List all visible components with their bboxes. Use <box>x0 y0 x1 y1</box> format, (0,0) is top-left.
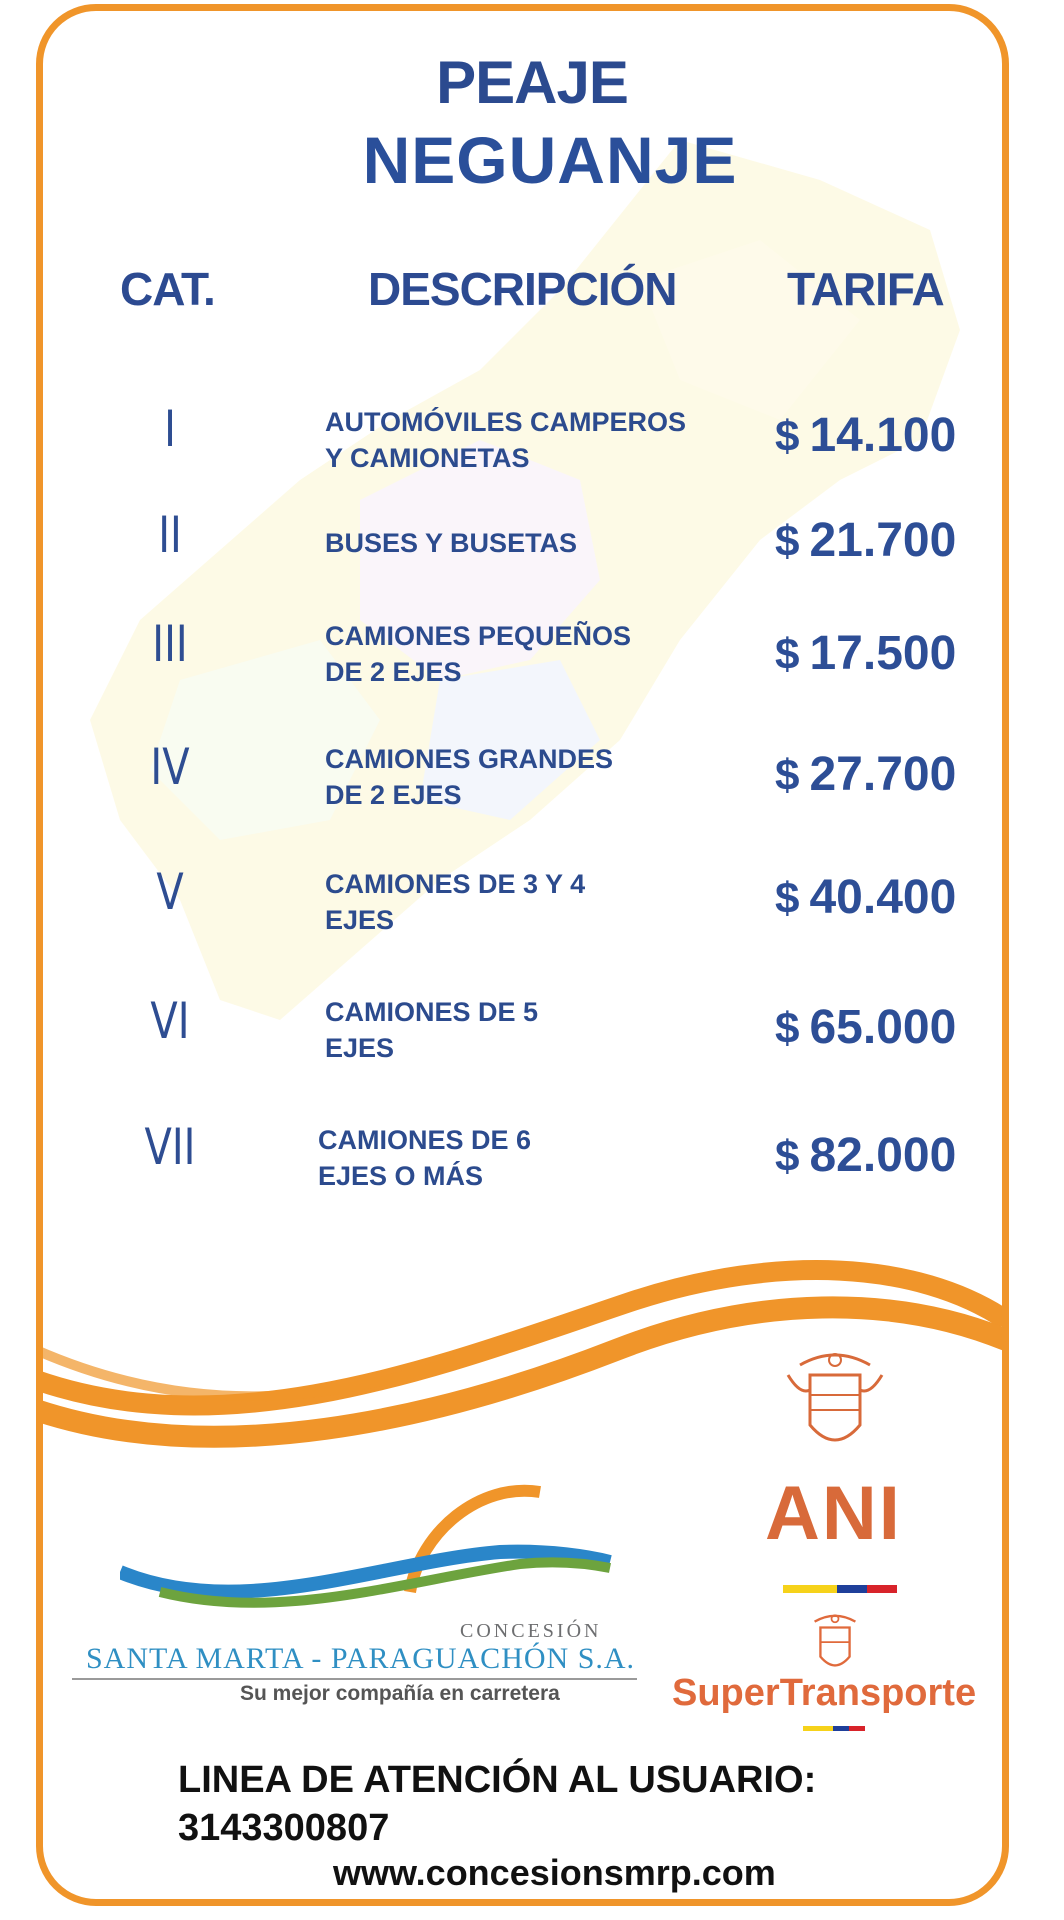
title-toll-name: NEGUANJE <box>362 123 738 197</box>
colombia-coat-of-arms-icon <box>800 1610 870 1680</box>
desc-line-1: CAMIONES PEQUEÑOS <box>325 621 632 651</box>
column-header-descripcion: DESCRIPCIÓN <box>368 263 677 315</box>
currency-symbol: $ <box>775 517 800 566</box>
table-row-desc <box>325 741 745 813</box>
concesion-slogan: Su mejor compañía en carretera <box>240 1682 560 1705</box>
table-row-cat: IV <box>150 738 190 796</box>
colombia-coat-of-arms-icon <box>780 1345 890 1465</box>
currency-symbol: $ <box>775 1132 800 1181</box>
table-row-price <box>775 870 1005 925</box>
supertransporte-logo-text: SuperTransporte <box>672 1672 977 1714</box>
desc-line-1: CAMIONES DE 5 <box>325 997 539 1027</box>
table-row-cat: I <box>164 400 176 458</box>
currency-symbol: $ <box>775 412 800 461</box>
desc-line-2: Y CAMIONETAS <box>325 443 530 473</box>
contact-phone[interactable]: 3143300807 <box>178 1807 390 1849</box>
desc-line-2: DE 2 EJES <box>325 657 462 687</box>
table-row-price <box>775 408 1005 463</box>
price-value: 40.400 <box>809 871 957 924</box>
currency-symbol: $ <box>775 751 800 800</box>
table-row-price <box>775 747 1005 802</box>
title-peaje: PEAJE <box>436 49 628 116</box>
table-row-cat: V <box>156 863 184 921</box>
table-row-cat: III <box>152 615 188 673</box>
price-value: 27.700 <box>809 748 957 801</box>
contact-block <box>178 1756 816 1852</box>
table-row-price <box>775 1000 1005 1055</box>
price-value: 21.700 <box>809 514 957 567</box>
table-row-cat: II <box>158 506 182 564</box>
price-value: 82.000 <box>809 1129 957 1182</box>
table-row-desc <box>325 866 745 938</box>
table-row-cat: VII <box>144 1118 196 1176</box>
currency-symbol: $ <box>775 630 800 679</box>
desc-line-2: EJES <box>325 1033 395 1063</box>
contact-line-label: LINEA DE ATENCIÓN AL USUARIO: <box>178 1759 817 1801</box>
desc-line-1: AUTOMÓVILES CAMPEROS <box>325 407 687 437</box>
table-row-desc <box>325 525 745 561</box>
concesion-wave-logo <box>120 1472 620 1622</box>
column-header-tarifa: TARIFA <box>787 263 944 315</box>
price-value: 17.500 <box>809 627 957 680</box>
flag-stripe <box>783 1585 897 1593</box>
table-row-cat: VI <box>150 992 190 1050</box>
desc-line-2: DE 2 EJES <box>325 780 462 810</box>
table-row-desc <box>318 1122 738 1194</box>
desc-line-1: CAMIONES DE 3 Y 4 <box>325 869 586 899</box>
table-row-price <box>775 626 1005 681</box>
concesion-divider <box>72 1678 637 1680</box>
flag-stripe <box>803 1726 865 1731</box>
ani-logo-text: ANI <box>765 1471 902 1556</box>
concesion-name: SANTA MARTA - PARAGUACHÓN S.A. <box>86 1642 636 1675</box>
table-row-desc <box>325 404 745 476</box>
table-row-desc <box>325 994 745 1066</box>
table-row-price <box>775 1128 1005 1183</box>
desc-line-2: EJES <box>325 905 395 935</box>
concesion-label: CONCESIÓN <box>460 1620 602 1642</box>
desc-line-1: CAMIONES GRANDES <box>325 744 614 774</box>
website-link[interactable]: www.concesionsmrp.com <box>333 1852 776 1893</box>
price-value: 14.100 <box>809 409 957 462</box>
currency-symbol: $ <box>775 1004 800 1053</box>
table-row-desc <box>325 618 745 690</box>
desc-line-1: BUSES Y BUSETAS <box>325 528 578 558</box>
price-value: 65.000 <box>809 1001 957 1054</box>
column-header-cat: CAT. <box>120 263 215 315</box>
desc-line-1: CAMIONES DE 6 <box>318 1125 532 1155</box>
currency-symbol: $ <box>775 874 800 923</box>
desc-line-2: EJES O MÁS <box>318 1161 484 1191</box>
table-row-price <box>775 513 1005 568</box>
